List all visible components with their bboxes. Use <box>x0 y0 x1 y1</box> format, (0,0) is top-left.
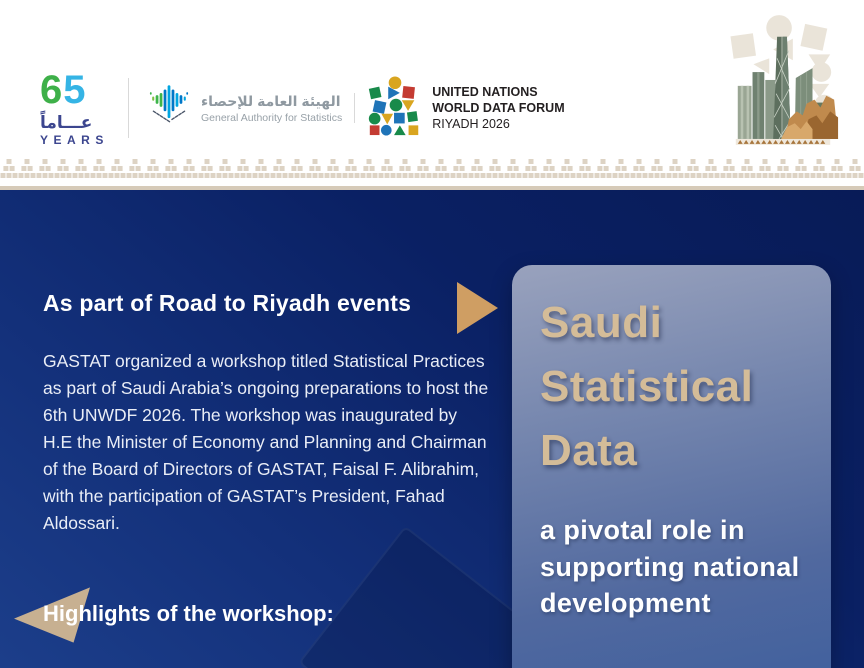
panel-title-line: Saudi <box>540 298 663 347</box>
unwdf-line-2: WORLD DATA FORUM <box>432 100 565 115</box>
highlights-heading: Highlights of the workshop: <box>43 601 334 626</box>
riyadh-skyline-illustration <box>724 8 842 153</box>
unwdf-line-3: RIYADH 2026 <box>432 117 510 132</box>
panel-title-line: Data <box>540 425 638 475</box>
main-content <box>0 190 864 668</box>
unwdf-logo-icon <box>367 75 423 142</box>
gastat-english-name: General Authority for Statistics <box>201 111 343 124</box>
panel-subtitle: a pivotal role in supporting national development <box>540 515 800 619</box>
header <box>0 0 864 156</box>
unwdf-text <box>432 84 564 133</box>
kicker-heading: As part of Road to Riyadh events <box>43 290 412 316</box>
pattern-border <box>0 156 864 184</box>
gastat-names <box>201 93 342 124</box>
arrow-right-icon <box>457 282 498 334</box>
divider <box>354 93 355 123</box>
unwdf-logo <box>367 75 564 142</box>
65-years-label: YEARS <box>40 133 109 147</box>
65-years-logo <box>40 70 114 146</box>
body-paragraph: GASTAT organized a workshop titled Statistical Practices as part of Saudi Arabia’s ongoing preparations to host the 6th UNWDF 2026. The workshop was inaugurated by H.E the Minister of Economy and Planning and Chairman of the Board of Directors of GASTAT, Faisal F. Alibrahim, with the participation of GASTAT’s President, Fahad Aldossari. <box>43 351 489 533</box>
65-digits <box>40 70 114 110</box>
gastat-arabic-name: الهيئة العامة للإحصاء <box>201 92 341 109</box>
divider <box>128 78 129 138</box>
65-arabic-label: عـــاماً <box>40 113 93 132</box>
gastat-logo <box>143 79 342 138</box>
panel-title-line: Statistical <box>540 361 754 411</box>
unwdf-line-1: UNITED NATIONS <box>432 84 538 99</box>
gastat-logo-icon <box>143 79 195 138</box>
side-panel <box>512 265 831 668</box>
logo-row <box>40 70 565 146</box>
panel-title <box>540 291 803 482</box>
digit-5: 5 <box>63 68 87 112</box>
digit-6: 6 <box>40 68 64 112</box>
